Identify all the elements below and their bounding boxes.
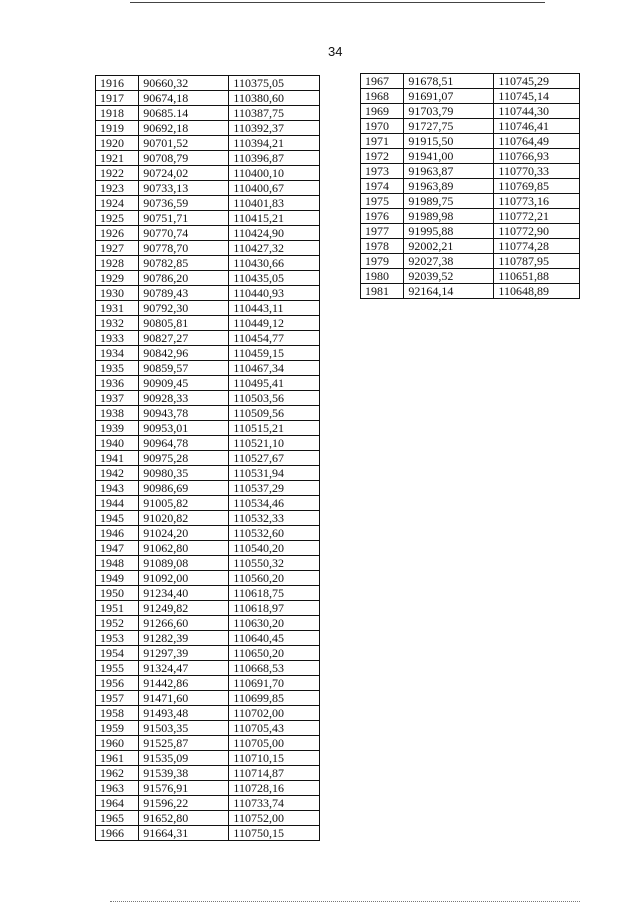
year-cell: 1955 xyxy=(96,661,139,676)
table-row xyxy=(361,194,580,209)
value-2-cell: 110699,85 xyxy=(229,691,320,706)
value-1-cell: 91989,75 xyxy=(404,194,494,209)
value-2-cell: 110396,87 xyxy=(229,151,320,166)
table-row xyxy=(96,226,320,241)
table-row xyxy=(96,301,320,316)
year-cell: 1965 xyxy=(96,811,139,826)
year-cell: 1944 xyxy=(96,496,139,511)
value-2-cell: 110714,87 xyxy=(229,766,320,781)
value-2-cell: 110440,93 xyxy=(229,286,320,301)
table-row xyxy=(361,254,580,269)
table-row xyxy=(96,271,320,286)
table-right xyxy=(360,73,580,299)
value-1-cell: 90943,78 xyxy=(139,406,229,421)
value-1-cell: 91503,35 xyxy=(139,721,229,736)
value-2-cell: 110770,33 xyxy=(494,164,580,179)
year-cell: 1926 xyxy=(96,226,139,241)
table-row xyxy=(96,511,320,526)
table-row xyxy=(96,526,320,541)
value-1-cell: 90980,35 xyxy=(139,466,229,481)
value-2-cell: 110630,20 xyxy=(229,616,320,631)
year-cell: 1981 xyxy=(361,284,404,299)
value-2-cell: 110766,93 xyxy=(494,149,580,164)
year-cell: 1951 xyxy=(96,601,139,616)
table-row xyxy=(96,361,320,376)
value-2-cell: 110435,05 xyxy=(229,271,320,286)
value-1-cell: 90842,96 xyxy=(139,346,229,361)
table-row xyxy=(96,316,320,331)
value-1-cell: 91234,40 xyxy=(139,586,229,601)
value-1-cell: 90733,13 xyxy=(139,181,229,196)
value-1-cell: 90685.14 xyxy=(139,106,229,121)
value-2-cell: 110503,56 xyxy=(229,391,320,406)
value-2-cell: 110532,60 xyxy=(229,526,320,541)
year-cell: 1947 xyxy=(96,541,139,556)
year-cell: 1969 xyxy=(361,104,404,119)
table-row xyxy=(361,104,580,119)
year-cell: 1974 xyxy=(361,179,404,194)
value-1-cell: 90805,81 xyxy=(139,316,229,331)
year-cell: 1929 xyxy=(96,271,139,286)
value-2-cell: 110728,16 xyxy=(229,781,320,796)
table-row xyxy=(96,106,320,121)
year-cell: 1921 xyxy=(96,151,139,166)
table-row xyxy=(96,556,320,571)
table-row xyxy=(96,496,320,511)
value-1-cell: 90859,57 xyxy=(139,361,229,376)
year-cell: 1960 xyxy=(96,736,139,751)
value-2-cell: 110550,32 xyxy=(229,556,320,571)
value-1-cell: 91691,07 xyxy=(404,89,494,104)
value-1-cell: 91989,98 xyxy=(404,209,494,224)
value-1-cell: 92164,14 xyxy=(404,284,494,299)
value-2-cell: 110495,41 xyxy=(229,376,320,391)
bottom-rule xyxy=(110,901,580,902)
year-cell: 1950 xyxy=(96,586,139,601)
value-1-cell: 91995,88 xyxy=(404,224,494,239)
value-2-cell: 110534,46 xyxy=(229,496,320,511)
value-2-cell: 110702,00 xyxy=(229,706,320,721)
year-cell: 1956 xyxy=(96,676,139,691)
year-cell: 1957 xyxy=(96,691,139,706)
value-2-cell: 110443,11 xyxy=(229,301,320,316)
year-cell: 1967 xyxy=(361,74,404,89)
year-cell: 1932 xyxy=(96,316,139,331)
value-2-cell: 110375,05 xyxy=(229,76,320,91)
year-cell: 1973 xyxy=(361,164,404,179)
value-1-cell: 90928,33 xyxy=(139,391,229,406)
table-row xyxy=(96,406,320,421)
value-2-cell: 110537,29 xyxy=(229,481,320,496)
value-2-cell: 110787,95 xyxy=(494,254,580,269)
value-2-cell: 110772,21 xyxy=(494,209,580,224)
year-cell: 1963 xyxy=(96,781,139,796)
value-2-cell: 110387,75 xyxy=(229,106,320,121)
value-2-cell: 110705,00 xyxy=(229,736,320,751)
table-row xyxy=(361,269,580,284)
year-cell: 1962 xyxy=(96,766,139,781)
year-cell: 1917 xyxy=(96,91,139,106)
year-cell: 1927 xyxy=(96,241,139,256)
value-2-cell: 110400,10 xyxy=(229,166,320,181)
value-2-cell: 110772,90 xyxy=(494,224,580,239)
year-cell: 1941 xyxy=(96,451,139,466)
table-row xyxy=(96,616,320,631)
year-cell: 1959 xyxy=(96,721,139,736)
year-cell: 1919 xyxy=(96,121,139,136)
value-1-cell: 91596,22 xyxy=(139,796,229,811)
year-cell: 1976 xyxy=(361,209,404,224)
value-1-cell: 90909,45 xyxy=(139,376,229,391)
value-1-cell: 91005,82 xyxy=(139,496,229,511)
year-cell: 1970 xyxy=(361,119,404,134)
value-2-cell: 110509,56 xyxy=(229,406,320,421)
value-1-cell: 91024,20 xyxy=(139,526,229,541)
value-1-cell: 90736,59 xyxy=(139,196,229,211)
value-1-cell: 91963,89 xyxy=(404,179,494,194)
value-1-cell: 90692,18 xyxy=(139,121,229,136)
value-2-cell: 110651,88 xyxy=(494,269,580,284)
value-2-cell: 110774,28 xyxy=(494,239,580,254)
value-2-cell: 110521,10 xyxy=(229,436,320,451)
year-cell: 1971 xyxy=(361,134,404,149)
table-row xyxy=(361,209,580,224)
table-row xyxy=(96,766,320,781)
value-1-cell: 90964,78 xyxy=(139,436,229,451)
value-2-cell: 110744,30 xyxy=(494,104,580,119)
table-row xyxy=(96,376,320,391)
value-1-cell: 91266,60 xyxy=(139,616,229,631)
year-cell: 1972 xyxy=(361,149,404,164)
table-row xyxy=(361,179,580,194)
year-cell: 1933 xyxy=(96,331,139,346)
value-2-cell: 110449,12 xyxy=(229,316,320,331)
table-row xyxy=(96,541,320,556)
value-1-cell: 92039,52 xyxy=(404,269,494,284)
table-row xyxy=(96,286,320,301)
table-row xyxy=(96,466,320,481)
table-row xyxy=(96,91,320,106)
year-cell: 1978 xyxy=(361,239,404,254)
value-1-cell: 91727,75 xyxy=(404,119,494,134)
table-row xyxy=(361,149,580,164)
value-2-cell: 110648,89 xyxy=(494,284,580,299)
table-row xyxy=(96,751,320,766)
value-2-cell: 110618,75 xyxy=(229,586,320,601)
value-2-cell: 110764,49 xyxy=(494,134,580,149)
table-row xyxy=(96,391,320,406)
table-row xyxy=(96,346,320,361)
value-2-cell: 110668,53 xyxy=(229,661,320,676)
year-cell: 1980 xyxy=(361,269,404,284)
value-1-cell: 90953,01 xyxy=(139,421,229,436)
table-row xyxy=(96,811,320,826)
value-1-cell: 90708,79 xyxy=(139,151,229,166)
value-2-cell: 110392,37 xyxy=(229,121,320,136)
year-cell: 1977 xyxy=(361,224,404,239)
table-row xyxy=(96,796,320,811)
value-1-cell: 90827,27 xyxy=(139,331,229,346)
year-cell: 1924 xyxy=(96,196,139,211)
table-row xyxy=(96,601,320,616)
year-cell: 1916 xyxy=(96,76,139,91)
value-1-cell: 90701,52 xyxy=(139,136,229,151)
value-2-cell: 110745,14 xyxy=(494,89,580,104)
table-row xyxy=(96,661,320,676)
value-2-cell: 110733,74 xyxy=(229,796,320,811)
year-cell: 1940 xyxy=(96,436,139,451)
value-2-cell: 110746,41 xyxy=(494,119,580,134)
value-1-cell: 90789,43 xyxy=(139,286,229,301)
year-cell: 1931 xyxy=(96,301,139,316)
value-2-cell: 110467,34 xyxy=(229,361,320,376)
table-row xyxy=(361,239,580,254)
table-row xyxy=(96,646,320,661)
value-1-cell: 91089,08 xyxy=(139,556,229,571)
value-2-cell: 110750,15 xyxy=(229,826,320,841)
value-2-cell: 110527,67 xyxy=(229,451,320,466)
page-number: 34 xyxy=(328,44,343,59)
value-1-cell: 91664,31 xyxy=(139,826,229,841)
value-2-cell: 110691,70 xyxy=(229,676,320,691)
value-1-cell: 90792,30 xyxy=(139,301,229,316)
table-row xyxy=(96,121,320,136)
table-row xyxy=(96,136,320,151)
year-cell: 1948 xyxy=(96,556,139,571)
table-row xyxy=(96,241,320,256)
table-row xyxy=(96,76,320,91)
value-2-cell: 110745,29 xyxy=(494,74,580,89)
year-cell: 1922 xyxy=(96,166,139,181)
table-row xyxy=(361,89,580,104)
table-row xyxy=(361,164,580,179)
year-cell: 1958 xyxy=(96,706,139,721)
table-row xyxy=(361,134,580,149)
value-1-cell: 90770,74 xyxy=(139,226,229,241)
value-2-cell: 110532,33 xyxy=(229,511,320,526)
year-cell: 1936 xyxy=(96,376,139,391)
value-1-cell: 92027,38 xyxy=(404,254,494,269)
year-cell: 1945 xyxy=(96,511,139,526)
value-1-cell: 91678,51 xyxy=(404,74,494,89)
value-2-cell: 110705,43 xyxy=(229,721,320,736)
value-2-cell: 110380,60 xyxy=(229,91,320,106)
table-row xyxy=(96,706,320,721)
table-row xyxy=(96,736,320,751)
value-1-cell: 90778,70 xyxy=(139,241,229,256)
year-cell: 1925 xyxy=(96,211,139,226)
value-2-cell: 110618,97 xyxy=(229,601,320,616)
value-1-cell: 91282,39 xyxy=(139,631,229,646)
table-row xyxy=(96,721,320,736)
value-1-cell: 91249,82 xyxy=(139,601,229,616)
value-2-cell: 110560,20 xyxy=(229,571,320,586)
table-row xyxy=(361,74,580,89)
value-1-cell: 91442,86 xyxy=(139,676,229,691)
table-row xyxy=(96,826,320,841)
year-cell: 1954 xyxy=(96,646,139,661)
table-row xyxy=(96,196,320,211)
value-2-cell: 110640,45 xyxy=(229,631,320,646)
table-row xyxy=(96,181,320,196)
value-1-cell: 91062,80 xyxy=(139,541,229,556)
table-row xyxy=(96,481,320,496)
value-1-cell: 91535,09 xyxy=(139,751,229,766)
year-cell: 1938 xyxy=(96,406,139,421)
value-1-cell: 91471,60 xyxy=(139,691,229,706)
value-1-cell: 91941,00 xyxy=(404,149,494,164)
value-2-cell: 110459,15 xyxy=(229,346,320,361)
table-row xyxy=(96,211,320,226)
value-1-cell: 90975,28 xyxy=(139,451,229,466)
value-1-cell: 91703,79 xyxy=(404,104,494,119)
value-2-cell: 110424,90 xyxy=(229,226,320,241)
value-1-cell: 91915,50 xyxy=(404,134,494,149)
year-cell: 1935 xyxy=(96,361,139,376)
year-cell: 1949 xyxy=(96,571,139,586)
table-row xyxy=(96,691,320,706)
value-1-cell: 91020,82 xyxy=(139,511,229,526)
year-cell: 1968 xyxy=(361,89,404,104)
table-row xyxy=(361,224,580,239)
year-cell: 1946 xyxy=(96,526,139,541)
value-1-cell: 90782,85 xyxy=(139,256,229,271)
table-row xyxy=(96,586,320,601)
table-row xyxy=(96,256,320,271)
value-1-cell: 91576,91 xyxy=(139,781,229,796)
value-2-cell: 110515,21 xyxy=(229,421,320,436)
year-cell: 1964 xyxy=(96,796,139,811)
value-1-cell: 91297,39 xyxy=(139,646,229,661)
year-cell: 1937 xyxy=(96,391,139,406)
value-2-cell: 110427,32 xyxy=(229,241,320,256)
table-row xyxy=(96,631,320,646)
value-1-cell: 90751,71 xyxy=(139,211,229,226)
value-2-cell: 110401,83 xyxy=(229,196,320,211)
year-cell: 1975 xyxy=(361,194,404,209)
value-1-cell: 91652,80 xyxy=(139,811,229,826)
year-cell: 1952 xyxy=(96,616,139,631)
value-2-cell: 110400,67 xyxy=(229,181,320,196)
value-1-cell: 91493,48 xyxy=(139,706,229,721)
value-2-cell: 110650,20 xyxy=(229,646,320,661)
table-row xyxy=(96,571,320,586)
value-2-cell: 110531,94 xyxy=(229,466,320,481)
table-left-body xyxy=(96,76,320,841)
year-cell: 1961 xyxy=(96,751,139,766)
year-cell: 1934 xyxy=(96,346,139,361)
top-rule xyxy=(130,2,545,3)
table-row xyxy=(96,421,320,436)
value-1-cell: 90786,20 xyxy=(139,271,229,286)
year-cell: 1943 xyxy=(96,481,139,496)
value-1-cell: 91525,87 xyxy=(139,736,229,751)
value-1-cell: 90674,18 xyxy=(139,91,229,106)
table-row xyxy=(96,436,320,451)
value-2-cell: 110454,77 xyxy=(229,331,320,346)
table-row xyxy=(96,166,320,181)
year-cell: 1923 xyxy=(96,181,139,196)
value-2-cell: 110415,21 xyxy=(229,211,320,226)
value-1-cell: 91963,87 xyxy=(404,164,494,179)
value-1-cell: 90724,02 xyxy=(139,166,229,181)
table-left xyxy=(95,75,320,841)
value-2-cell: 110394,21 xyxy=(229,136,320,151)
year-cell: 1942 xyxy=(96,466,139,481)
table-row xyxy=(361,284,580,299)
value-2-cell: 110430,66 xyxy=(229,256,320,271)
table-row xyxy=(96,331,320,346)
value-1-cell: 91539,38 xyxy=(139,766,229,781)
year-cell: 1953 xyxy=(96,631,139,646)
value-1-cell: 92002,21 xyxy=(404,239,494,254)
year-cell: 1918 xyxy=(96,106,139,121)
year-cell: 1920 xyxy=(96,136,139,151)
table-row xyxy=(96,781,320,796)
value-1-cell: 91324,47 xyxy=(139,661,229,676)
year-cell: 1930 xyxy=(96,286,139,301)
value-1-cell: 91092,00 xyxy=(139,571,229,586)
year-cell: 1939 xyxy=(96,421,139,436)
value-2-cell: 110710,15 xyxy=(229,751,320,766)
table-row xyxy=(361,119,580,134)
value-2-cell: 110769,85 xyxy=(494,179,580,194)
value-1-cell: 90660,32 xyxy=(139,76,229,91)
table-row xyxy=(96,676,320,691)
table-row xyxy=(96,151,320,166)
table-right-body xyxy=(361,74,580,299)
table-row xyxy=(96,451,320,466)
value-1-cell: 90986,69 xyxy=(139,481,229,496)
value-2-cell: 110752,00 xyxy=(229,811,320,826)
year-cell: 1966 xyxy=(96,826,139,841)
value-2-cell: 110540,20 xyxy=(229,541,320,556)
year-cell: 1928 xyxy=(96,256,139,271)
year-cell: 1979 xyxy=(361,254,404,269)
value-2-cell: 110773,16 xyxy=(494,194,580,209)
